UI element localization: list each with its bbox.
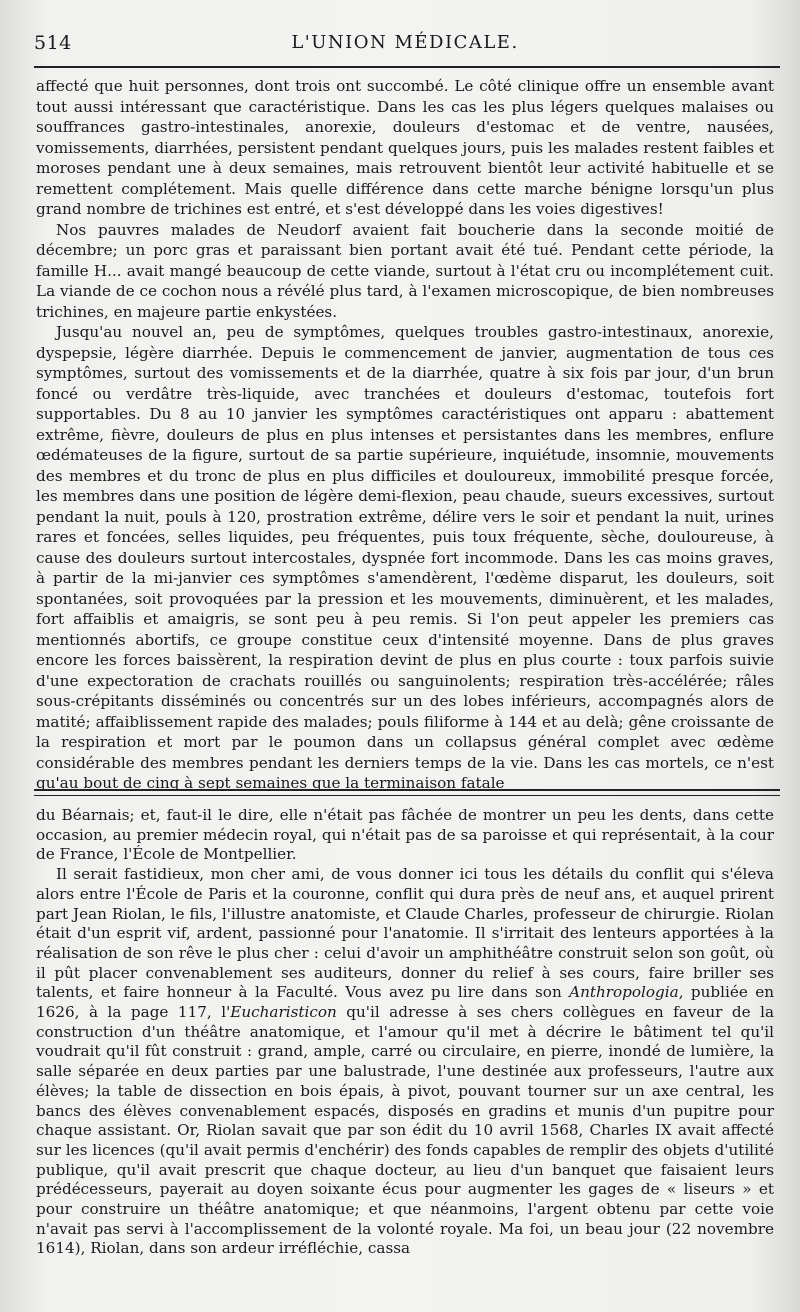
feuilleton-text: qu'il adresse à ses chers collègues en faveur de la construction d'un théâtre anatomique, et l'amour qu'il met à décrire le bâtiment tel qu'il voudrait qu'il fût construit : grand, ample, carré ou circulaire, en pierre, inondé de lumière, la salle séparée en deux parties par une balustrade, l'une destinée aux professeurs, l'autre aux élèves; la table de dissection en bois épais, à pivot, pouvant tourner sur un axe central, les bancs des élèves convenablement espacés, disposés en gradins et munis d'un pupitre pour chaque assistant. Or, Riolan savait que par son édit du 10 avril 1568, Charles IX avait affecté sur les licences (qu'il avait permis d'enchérir) des fonds capables de remplir des objets d'utilité publique, qu'il avait prescrit que chaque docteur, au lieu d'un banquet que faisaient leurs prédécesseurs, payerait au doyen soixante écus pour augmenter les gages de « liseurs » et pour construire un théâtre anatomique; et que néanmoins, l'argent obtenu par cette voie n'avait pas servi à l'accomplissement de la volonté royale. Ma foi, un beau jour (22 novembre 1614), Riolan, dans son ardeur irréfléchie, cassa bbox=[36, 1003, 775, 1258]
header-rule bbox=[34, 66, 780, 68]
article-body bbox=[36, 76, 774, 794]
feuilleton-text: , publiée en 1626, à la page 117, l' bbox=[36, 983, 774, 1022]
book-title: Eucharisticon bbox=[230, 1003, 337, 1022]
feuilleton-body bbox=[36, 806, 774, 1259]
feuilleton-text: Il serait fastidieux, mon cher ami, de vous donner ici tous les détails du conflit qui s'éleva alors entre l'École de Paris et la couronne, conflit qui dura près de neuf ans, et auquel prirent part Jean Riolan, le fils, l'illustre anatomiste, et Claude Charles, professeur de chirurgie. Riolan était d'un esprit vif, ardent, passionné pour l'anatomie. Il s'irritait des lenteurs apportées à la réalisation de son rêve le plus cher : celui d'avoir un amphithéâtre construit selon son goût, où il pût placer convenablement ses auditeurs, donner du relief à ses cours, faire briller ses talents, et faire honneur à la Faculté. Vous avez pu lire dans son bbox=[36, 865, 774, 1002]
feuilleton-separator bbox=[34, 789, 780, 796]
feuilleton-paragraph: du Béarnais; et, faut-il le dire, elle n'était pas fâchée de montrer un peu les dents, dans cette occasion, au premier médecin royal, qui n'était pas de sa paroisse et qui représentait, à la cour de France, l'École de Montpellier. bbox=[36, 806, 774, 864]
article-paragraph: Jusqu'au nouvel an, peu de symptômes, quelques troubles gastro-intestinaux, anorexie, dyspepsie, légère diarrhée. Depuis le commencement de janvier, augmentation de tous ces symptômes, surtout des vomissements et de la diarrhée, quatre à six fois par jour, d'un brun foncé ou verdâtre très-liquide, avec tranchées et douleurs d'estomac, toutefois fort supportables. Du 8 au 10 janvier les symptômes caractéristiques ont apparu : abattement extrême, fièvre, douleurs de plus en plus intenses et persistantes dans les membres, enflure œdémateuses de la figure, surtout de sa partie supérieure, inquiétude, insomnie, mouvements des membres et du tronc de plus en plus difficiles et douloureux, immobilité presque forcée, les membres dans une position de légère demi-flexion, peau chaude, sueurs excessives, surtout pendant la nuit, pouls à 120, prostration extrême, délire vers le soir et pendant la nuit, urines rares et foncées, selles liquides, peu fréquentes, puis toux fréquente, sèche, douloureuse, à cause des douleurs surtout intercostales, dyspnée fort incommode. Dans les cas moins graves, à partir de la mi-janvier ces symptômes s'amendèrent, l'œdème disparut, les douleurs, soit spontanées, soit provoquées par la pression et les mouvements, diminuèrent, et les malades, fort affaiblis et amaigris, se sont peu à peu remis. Si l'on peut appeler les premiers cas mentionnés abortifs, ce groupe constitue ceux d'intensité moyenne. Dans de plus graves encore les forces baissèrent, la respiration devint de plus en plus courte : toux parfois suivie d'une expectoration de crachats rouillés ou sanguinolents; respiration très-accélérée; râles sous-crépitants disséminés ou concentrés sur un des lobes inférieurs, accompagnés alors de matité; affaiblissement rapide des malades; pouls filiforme à 144 et au delà; gêne croissante de la respiration et mort par le poumon dans un collapsus général complet avec œdème considérable des membres pendant les derniers temps de la vie. Dans les cas mortels, ce n'est qu'au bout de cinq à sept semaines que la terminaison fatale bbox=[36, 323, 774, 792]
book-title: Anthropologia bbox=[569, 983, 679, 1002]
article-paragraph: affecté que huit personnes, dont trois ont succombé. Le côté clinique offre un ensemble avant tout aussi intéressant que caractéristique. Dans les cas les plus légers quelques malaises ou souffrances gastro-intestinales, anorexie, douleurs d'estomac et de ventre, nausées, vomissements, diarrhées, persistent pendant quelques jours, puis les malades restent faibles et moroses pendant une à deux semaines, mais retrouvent bientôt leur activité habituelle et se remettent complétement. Mais quelle différence dans cette marche bénigne lorsqu'un plus grand nombre de trichines est entré, et s'est développé dans les voies digestives! bbox=[36, 77, 774, 218]
page-number: 514 bbox=[34, 32, 72, 54]
page-header bbox=[34, 28, 776, 58]
feuilleton-paragraph bbox=[36, 865, 774, 1259]
article-paragraph: Nos pauvres malades de Neudorf avaient fait boucherie dans la seconde moitié de décembre; un porc gras et paraissant bien portant avait été tué. Pendant cette période, la famille H... avait mangé beaucoup de cette viande, surtout à l'état cru ou incomplétement cuit. La viande de ce cochon nous a révélé plus tard, à l'examen microscopique, de bien nombreuses trichines, en majeure partie enkystées. bbox=[36, 220, 774, 321]
running-title: L'UNION MÉDICALE. bbox=[291, 32, 519, 53]
